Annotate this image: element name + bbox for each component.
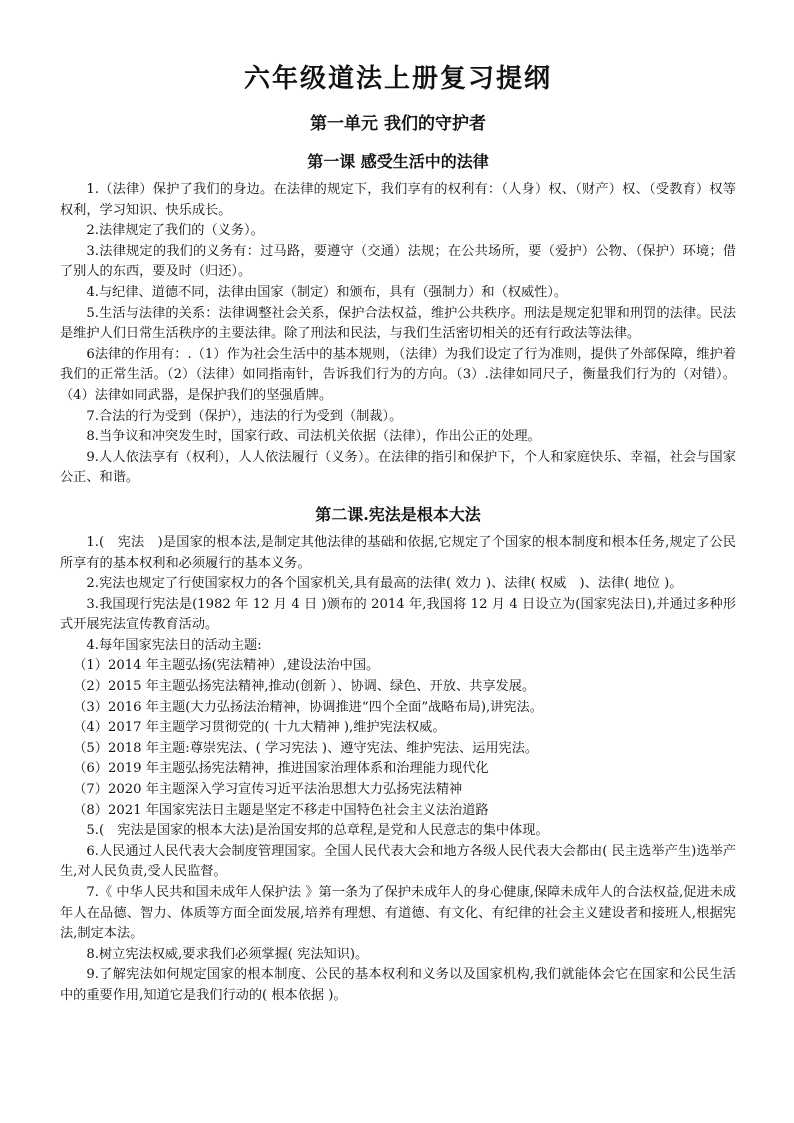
lesson-2-item: 4.每年国家宪法日的活动主题: — [86, 637, 262, 653]
theme-item: （3）2016 年主题(大力弘扬法治精神，协调推进“四个全面”战略布局),讲宪法。 — [73, 699, 543, 715]
lesson-2-item: 1.( 宪法 )是国家的根本法,是制定其他法律的基础和依据,它规定了个国家的根本制度和根本任务,规定了公民所享有的基本权利和必须履行的基本义务。 — [60, 534, 736, 571]
unit-heading: 第一单元 我们的守护者 — [310, 114, 486, 134]
lesson-1-item: 2.法律规定了我们的（义务）。 — [86, 223, 264, 239]
lesson-1-item: 7.合法的行为受到（保护），违法的行为受到（制裁）。 — [86, 408, 403, 424]
lesson-2-item: 5.( 宪法是国家的根本大法)是治国安邦的总章程,是党和人民意志的集中体现。 — [86, 823, 549, 839]
lesson-1-heading: 第一课 感受生活中的法律 — [307, 152, 489, 171]
theme-item: （4）2017 年主题学习贯彻党的( 十九大精神 ),维护宪法权威。 — [73, 720, 446, 736]
theme-item: （8）2021 年国家宪法日主题是坚定不移走中国特色社会主义法治道路 — [73, 802, 489, 818]
theme-item: （2）2015 年主题弘扬宪法精神,推动(创新 ）、协调、绿色、开放、共享发展。 — [73, 679, 536, 695]
lesson-2-heading: 第二课.宪法是根本大法 — [315, 504, 481, 524]
theme-item: （7）2020 年主题深入学习宣传习近平法治思想大力弘扬宪法精神 — [73, 782, 463, 798]
lesson-1-item: 3.法律规定的我们的义务有：过马路，要遵守（交通）法规；在公共场所，要（爱护）公物、（保护）环境；借了别人的东西，要及时（归还）。 — [60, 243, 736, 280]
lesson-2-item: 8.树立宪法权威,要求我们必须掌握( 宪法知识)。 — [86, 946, 369, 962]
lesson-2-item: 2.宪法也规定了行使国家权力的各个国家机关,具有最高的法律( 效力 )、法律( 权威 )、法律( 地位 )。 — [86, 576, 683, 592]
lesson-1-item: 8.当争议和冲突发生时，国家行政、司法机关依据（法律），作出公正的处理。 — [86, 429, 541, 445]
lesson-1-item: 9.人人依法享有（权利），人人依法履行（义务）。在法律的指引和保护下，个人和家庭快乐、幸福，社会与国家公正、和谐。 — [60, 449, 736, 486]
theme-item: （5）2018 年主题:尊崇宪法、( 学习宪法 )、遵守宪法、维护宪法、运用宪法。 — [73, 740, 539, 756]
document-title: 六年级道法上册复习提纲 — [243, 64, 552, 94]
document-page — [60, 62, 736, 1007]
theme-item: （1）2014 年主题弘扬(宪法精神）,建设法治中国。 — [73, 658, 380, 674]
lesson-1-item: 1.（法律）保护了我们的身边。在法律的规定下，我们享有的权利有：（人身）权、（财产）权、（受教育）权等权利，学习知识、快乐成长。 — [60, 182, 736, 218]
lesson-1-item: 4.与纪律、道德不同，法律由国家（制定）和颁布，具有（强制力）和（权威性）。 — [86, 284, 568, 300]
lesson-1-item: 5.生活与法律的关系：法律调整社会关系，保护合法权益，维护公共秩序。刑法是规定犯罪和刑罚的法律。民法是维护人们日常生活秩序的主要法律。除了刑法和民法，与我们生活密切相关的还有行政法等法律。 — [60, 305, 736, 342]
theme-item: （6）2019 年主题弘扬宪法精神，推进国家治理体系和治理能力现代化 — [73, 761, 489, 777]
lesson-1-item: 6法律的作用有：.（1）作为社会生活中的基本规则，（法律）为我们设定了行为准则，提供了外部保障，维护着我们的正常生活。（2）（法律）如同指南针，告诉我们行为的方向。（3）.法律如同尺子，衡量我们行为的（对错）。（4）法律如同武器，是保护我们的坚强盾牌。 — [60, 346, 736, 403]
lesson-2-item: 7.《 中华人民共和国未成年人保护法 》第一条为了保护未成年人的身心健康,保障未成年人的合法权益,促进未成年人在品德、智力、体质等方面全面发展,培养有理想、有道德、有文化、有纪律的社会主义建设者和接班人,根据宪法,制定本法。 — [60, 885, 736, 942]
lesson-2-item: 6.人民通过人民代表大会制度管理国家。全国人民代表大会和地方各级人民代表大会都由( 民主选举产生)选举产生,对人民负责,受人民监督。 — [60, 843, 736, 880]
lesson-2-item: 3.我国现行宪法是(1982 年 12 月 4 日 )颁布的 2014 年,我国将 12 月 4 日设立为(国家宪法日),并通过多种形式开展宪法宣传教育活动。 — [60, 596, 736, 633]
lesson-2-item: 9.了解宪法如何规定国家的根本制度、公民的基本权利和义务以及国家机构,我们就能体会它在国家和公民生活中的重要作用,知道它是我们行动的( 根本依据 )。 — [60, 967, 736, 1003]
